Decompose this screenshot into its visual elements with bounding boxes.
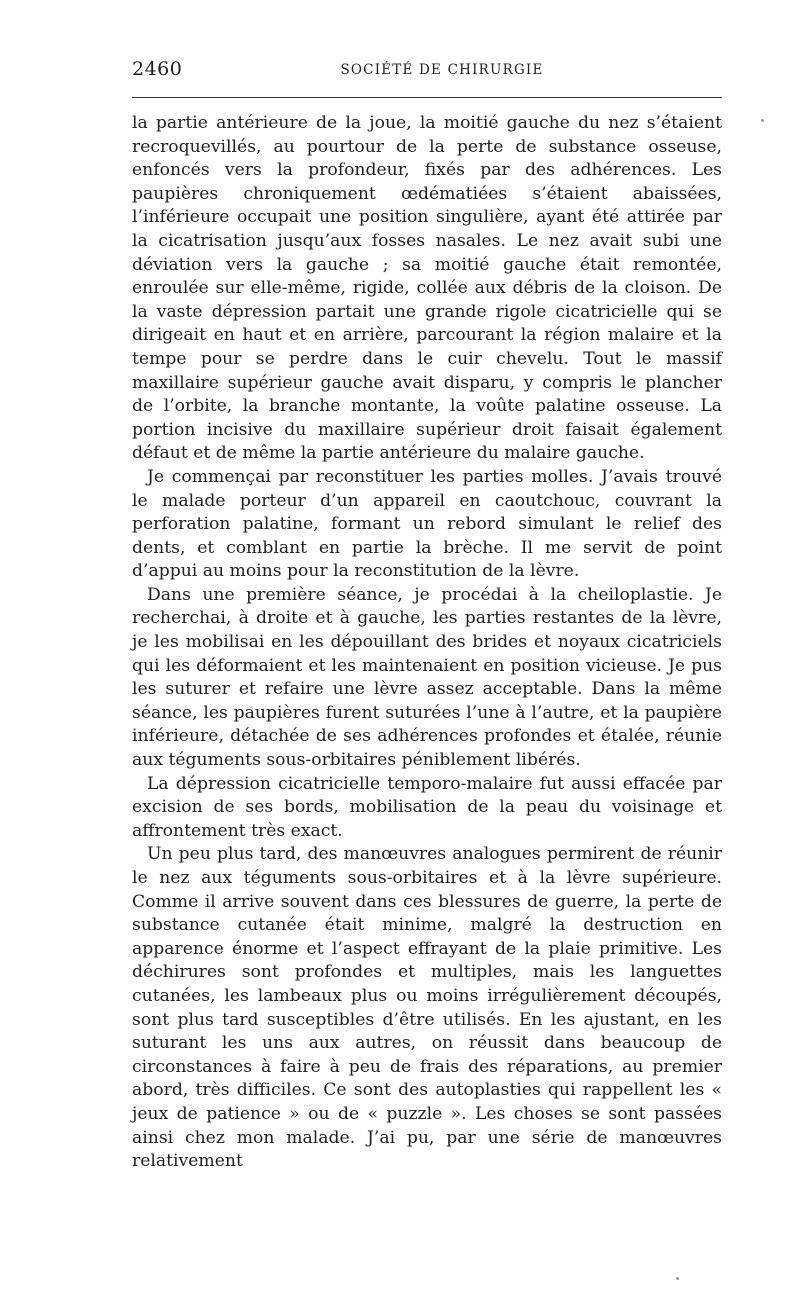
paragraph: Je commençai par reconstituer les parties molles. J’avais trouvé le malade porteur d’un appareil en caoutchouc, couvrant la perforation palatine, formant un rebord simulant le relief des dents, et comblant en partie la brèche. Il me servit de point d’appui au moins pour la reconstitution de la lèvre. (132, 466, 722, 582)
paragraph: Un peu plus tard, des manœuvres analogues permirent de réunir le nez aux téguments sous-orbitaires et à la lèvre supérieure. Comme il arrive souvent dans ces blessures de guerre, la perte de substance cutanée était minime, malgré la destruction en apparence énorme et l’aspect effrayant de la plaie primitive. Les déchirures sont profondes et multiples, mais les languettes cutanées, les lambeaux plus ou moins irrégulièrement découpés, sont plus tard susceptibles d’être utilisés. En les ajustant, en les suturant les uns aux autres, on réussit dans beaucoup de circonstances à faire à peu de frais des réparations, au premier abord, très difficiles. Ce sont des autoplasties qui rappellent les « jeux de patience » ou de « puzzle ». Les choses se sont passées ainsi chez mon malade. J’ai pu, par une série de manœuvres relativement (132, 844, 722, 1172)
article-body (132, 112, 722, 1174)
paper-speck (676, 1277, 679, 1280)
page-header (132, 58, 722, 88)
page-number: 2460 (132, 58, 183, 80)
paragraph: La dépression cicatricielle temporo-malaire fut aussi effacée par excision de ses bords, mobilisation de la peau du voisinage et affrontement très exact. (132, 773, 722, 841)
paragraph: Dans une première séance, je procédai à la cheiloplastie. Je recherchai, à droite et à gauche, les parties restantes de la lèvre, je les mobilisai en les dépouillant des brides et noyaux cicatriciels qui les déformaient et les maintenaient en position vicieuse. Je pus les suturer et refaire une lèvre assez acceptable. Dans la même séance, les paupières furent suturées l’une à l’autre, et la paupière inférieure, détachée de ses adhérences profondes et étalée, réunie aux téguments sous-orbitaires péniblement libérés. (132, 584, 722, 771)
header-rule (132, 97, 722, 98)
running-title: SOCIÉTÉ DE CHIRURGIE (340, 62, 544, 78)
paragraph: la partie antérieure de la joue, la moitié gauche du nez s’étaient recroquevillés, au pourtour de la perte de substance osseuse, enfoncés vers la profondeur, fixés par des adhérences. Les paupières chroniquement œdématiées s’étaient abaissées, l’inférieure occupait une position singulière, ayant été attirée par la cicatrisation jusqu’aux fosses nasales. Le nez avait subi une déviation vers la gauche ; sa moitié gauche était remontée, enroulée sur elle-même, rigide, collée aux débris de la cloison. De la vaste dépression partait une grande rigole cicatricielle qui se dirigeait en haut et en arrière, parcourant la région malaire et la tempe pour se perdre dans le cuir chevelu. Tout le massif maxillaire supérieur gauche avait disparu, y compris le plancher de l’orbite, la branche montante, la voûte palatine osseuse. La portion incisive du maxillaire supérieur droit faisait également défaut et de même la partie antérieure du malaire gauche. (132, 113, 722, 464)
paper-speck (761, 119, 764, 122)
